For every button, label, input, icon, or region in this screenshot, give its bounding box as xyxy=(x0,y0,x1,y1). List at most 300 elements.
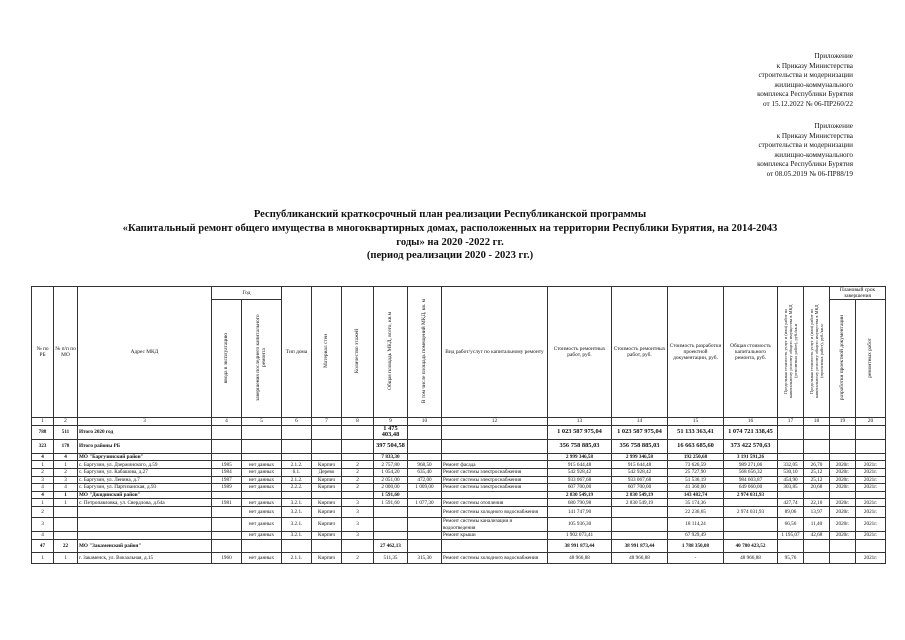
table-cell: 3 191 591,26 xyxy=(724,453,778,461)
table-cell: 2 000,00 xyxy=(374,484,408,492)
appendix-line: к Приказу Министерства xyxy=(776,131,853,140)
column-number: 7 xyxy=(312,418,342,425)
table-cell: 1 902 073,41 xyxy=(548,531,612,539)
table-cell: 18 114,24 xyxy=(668,518,724,531)
table-cell xyxy=(342,491,374,499)
column-number: 20 xyxy=(856,418,886,425)
table-cell: нет данных xyxy=(242,499,282,507)
table-cell: 42,68 xyxy=(804,531,830,539)
table-cell: 373 422 570,63 xyxy=(724,439,778,453)
table-cell: 22 236,65 xyxy=(668,507,724,518)
table-row xyxy=(32,461,886,469)
table-cell: 2021г. xyxy=(856,552,886,563)
table-cell xyxy=(212,453,242,461)
column-number: 12 xyxy=(442,418,548,425)
table-cell xyxy=(242,539,282,552)
table-cell xyxy=(408,531,442,539)
table-cell xyxy=(408,539,442,552)
table-cell: 1981 xyxy=(212,499,242,507)
table-cell: 607 700,00 xyxy=(548,484,612,492)
table-cell xyxy=(78,518,212,531)
table-cell: 2021г. xyxy=(856,484,886,492)
table-cell: 2021г. xyxy=(856,499,886,507)
document-title xyxy=(40,208,860,263)
column-number: 5 xyxy=(242,418,282,425)
table-cell xyxy=(54,518,78,531)
table-cell: 1960 xyxy=(212,552,242,563)
table-cell: 2 974 031,93 xyxy=(724,507,778,518)
table-cell: 11,40 xyxy=(804,518,830,531)
column-number-row xyxy=(32,418,886,425)
table-cell: 38 991 873,44 xyxy=(612,539,668,552)
table-cell: МО "Баргузинский район" xyxy=(78,453,212,461)
table-cell: 141 747,90 xyxy=(548,507,612,518)
table-row xyxy=(32,499,886,507)
table-cell xyxy=(830,539,856,552)
header-cost-works: Стоимость ремонтных работ, руб. xyxy=(612,287,668,418)
table-cell: 1 xyxy=(54,461,78,469)
table-cell xyxy=(282,453,312,461)
header-cost-services: Стоимость ремонтных работ, руб. xyxy=(548,287,612,418)
table-cell: Ремонт системы отопления xyxy=(442,499,548,507)
table-cell: 2 xyxy=(32,507,54,518)
table-cell xyxy=(342,453,374,461)
table-cell: 1 xyxy=(54,552,78,563)
header-residential-area: В том числе площадь помещений МКД, кв. м xyxy=(408,287,442,418)
table-row xyxy=(32,518,886,531)
title-line: (период реализации 2020 - 2023 гг.) xyxy=(366,250,534,262)
table-cell: 192 250,68 xyxy=(668,453,724,461)
table-cell xyxy=(830,453,856,461)
table-cell xyxy=(442,539,548,552)
column-number: 4 xyxy=(212,418,242,425)
table-cell: Кирпич xyxy=(312,507,342,518)
table-cell: 356 758 885,03 xyxy=(612,439,668,453)
table-cell: нет данных xyxy=(242,552,282,563)
table-cell xyxy=(778,439,804,453)
table-cell xyxy=(342,425,374,439)
header-cost-design: Стоимость разработки проектной документации, руб. xyxy=(668,287,724,418)
table-cell xyxy=(374,518,408,531)
table-cell: 1 xyxy=(32,461,54,469)
table-cell xyxy=(242,491,282,499)
table-cell: Кирпич xyxy=(312,518,342,531)
table-cell: 472,00 xyxy=(408,476,442,484)
header-planned: Плановый срок завершения xyxy=(830,287,886,300)
column-number: 6 xyxy=(282,418,312,425)
table-cell: 1 074 721 338,45 xyxy=(724,425,778,439)
table-cell xyxy=(724,518,778,531)
table-cell: 3 xyxy=(342,507,374,518)
table-cell: 1 xyxy=(54,499,78,507)
appendix-line: комплекса Республики Бурятия xyxy=(757,90,853,99)
table-cell: с. Баргузин, ул. Дзержинского, д.59 xyxy=(78,461,212,469)
table-cell: 2 830 549,19 xyxy=(612,499,668,507)
table-cell xyxy=(242,425,282,439)
table-cell: 4 xyxy=(54,453,78,461)
table-cell: 35 174,36 xyxy=(668,499,724,507)
table-cell xyxy=(242,439,282,453)
total-row xyxy=(32,425,886,439)
table-cell: 1985 xyxy=(212,461,242,469)
header-num-mo: № п/п по МО xyxy=(54,287,78,418)
table-cell xyxy=(856,439,886,453)
table-cell: 2020г. xyxy=(830,531,856,539)
table-cell xyxy=(374,531,408,539)
table-cell: 7 833,30 xyxy=(374,453,408,461)
table-cell: 2020г. xyxy=(830,484,856,492)
table-cell: 20,68 xyxy=(804,484,830,492)
total-row xyxy=(32,439,886,453)
table-cell xyxy=(312,453,342,461)
table-cell: 2 xyxy=(342,552,374,563)
table-cell: 649 060,00 xyxy=(724,484,778,492)
table-cell: Кирпич xyxy=(312,484,342,492)
header-year-commission: ввода в эксплуатацию xyxy=(212,300,242,418)
table-cell: 143 482,74 xyxy=(668,491,724,499)
table-cell: 2020г. xyxy=(830,518,856,531)
table-cell: 3 xyxy=(342,499,374,507)
table-cell xyxy=(282,491,312,499)
table-cell: 4 xyxy=(32,453,54,461)
column-number: 16 xyxy=(724,418,778,425)
table-cell xyxy=(724,531,778,539)
table-cell: 989 271,06 xyxy=(724,461,778,469)
table-cell xyxy=(612,507,668,518)
table-cell: с. Петропавловка, ул. Свердлова, д.64а xyxy=(78,499,212,507)
table-cell: 3 xyxy=(54,476,78,484)
header-max-cost-design: Предельная стоимость услуг и (или) работ по капитальному ремонту общего имущества в МКД (проектных работ), руб./кв.м xyxy=(804,287,830,418)
table-cell xyxy=(212,491,242,499)
table-cell xyxy=(212,518,242,531)
column-number: 17 xyxy=(778,418,804,425)
table-cell xyxy=(282,425,312,439)
table-cell: 89,06 xyxy=(778,507,804,518)
table-cell xyxy=(54,531,78,539)
table-cell xyxy=(442,425,548,439)
table-cell: 1 023 587 975,04 xyxy=(612,425,668,439)
table-cell xyxy=(830,552,856,563)
table-cell: нет данных xyxy=(242,507,282,518)
table-cell: 2 974 031,93 xyxy=(724,491,778,499)
table-cell: 915 644,48 xyxy=(548,461,612,469)
table-cell: 2 999 346,58 xyxy=(548,453,612,461)
table-row xyxy=(32,531,886,539)
table-cell: 1989 xyxy=(212,484,242,492)
table-cell: 2 xyxy=(54,468,78,476)
table-cell xyxy=(78,507,212,518)
table-cell: Ремонт системы канализации и водоотведения xyxy=(442,518,548,531)
table-cell xyxy=(856,491,886,499)
table-cell xyxy=(804,552,830,563)
table-cell: 2020г. xyxy=(830,476,856,484)
table-cell xyxy=(804,439,830,453)
appendix-line: от 15.12.2022 № 06-ПР260/22 xyxy=(763,99,853,108)
header-planned-design: разработки проектной документации xyxy=(830,300,856,418)
table-cell: 680 790,98 xyxy=(548,499,612,507)
table-cell: 1 475 403,48 xyxy=(374,425,408,439)
table-cell xyxy=(804,425,830,439)
table-cell: 1 009,00 xyxy=(408,484,442,492)
table-cell xyxy=(212,539,242,552)
table-cell: 2.2.2. xyxy=(282,484,312,492)
table-cell: Ремонт системы электроснабжения xyxy=(442,468,548,476)
table-cell: 4 xyxy=(54,484,78,492)
table-cell: Итого 2020 год xyxy=(78,425,212,439)
municipality-row xyxy=(32,539,886,552)
table-cell: 397 504,58 xyxy=(374,439,408,453)
table-cell: 1984 xyxy=(212,468,242,476)
table-cell: 1 xyxy=(32,499,54,507)
table-cell: с. Баргузин, ул. Кабашова, д.27 xyxy=(78,468,212,476)
table-cell: 2020г. xyxy=(830,499,856,507)
table-cell: 356 758 885,03 xyxy=(548,439,612,453)
table-cell: 4 xyxy=(32,531,54,539)
table-cell: 2021г. xyxy=(856,518,886,531)
table-cell: 454,90 xyxy=(778,476,804,484)
column-number: 3 xyxy=(78,418,212,425)
header-planned-works: ремонтных работ xyxy=(856,300,886,418)
header-max-cost: Предельная стоимость услуг и (или) работ по капитальному ремонту общего имущества в МКД (ремонтных работ), руб./кв.м xyxy=(778,287,804,418)
appendix-line: жилищно-коммунального xyxy=(774,80,853,89)
table-cell: 2.1.2. xyxy=(282,461,312,469)
table-cell: Итого районы РБ xyxy=(78,439,212,453)
table-cell: 303,85 xyxy=(778,484,804,492)
table-row xyxy=(32,552,886,563)
table-cell: 38 991 873,44 xyxy=(548,539,612,552)
column-number: 15 xyxy=(668,418,724,425)
table-cell xyxy=(408,518,442,531)
table-cell xyxy=(778,539,804,552)
table-cell xyxy=(408,507,442,518)
table-cell: 315,30 xyxy=(408,552,442,563)
appendix-line: жилищно-коммунального xyxy=(774,150,853,159)
table-cell xyxy=(408,439,442,453)
header-year-last-repair: завершения последнего капитального ремонта xyxy=(242,300,282,418)
table-cell: 427,74 xyxy=(778,499,804,507)
appendix-line: строительства и модернизации xyxy=(758,71,853,80)
table-cell: 1 xyxy=(32,552,54,563)
table-cell: 66,56 xyxy=(778,518,804,531)
table-cell: Ремонт системы холодного водоснабжения xyxy=(442,552,548,563)
table-cell: 25 727,90 xyxy=(668,468,724,476)
table-cell xyxy=(804,539,830,552)
table-cell: 2 xyxy=(342,461,374,469)
table-cell: Ремонт фасада xyxy=(442,461,548,469)
table-cell: МО "Джидинский район" xyxy=(78,491,212,499)
table-cell: Ремонт системы электроснабжения xyxy=(442,476,548,484)
table-cell: 48 966,88 xyxy=(548,552,612,563)
table-cell: 635,40 xyxy=(408,468,442,476)
table-row xyxy=(32,507,886,518)
table-cell: 1 195,07 xyxy=(778,531,804,539)
table-cell: 51 536,19 xyxy=(668,476,724,484)
table-cell: МО "Закаменский район" xyxy=(78,539,212,552)
table-cell: Дерево xyxy=(312,468,342,476)
table-cell: 511,35 xyxy=(374,552,408,563)
table-cell: Кирпич xyxy=(312,552,342,563)
appendix-note-1 xyxy=(757,52,853,110)
table-cell: Кирпич xyxy=(312,499,342,507)
table-cell: 2 999 346,58 xyxy=(612,453,668,461)
table-cell xyxy=(342,539,374,552)
table-cell xyxy=(612,518,668,531)
title-line: «Капитальный ремонт общего имущества в многоквартирных домах, расположенных на территории Республики Бурятия, на 2014-2043 xyxy=(122,222,778,234)
table-cell: Кирпич xyxy=(312,461,342,469)
table-cell xyxy=(442,453,548,461)
table-cell xyxy=(374,507,408,518)
table-cell: 3 xyxy=(342,531,374,539)
table-cell xyxy=(442,439,548,453)
table-row xyxy=(32,468,886,476)
table-cell: - xyxy=(668,552,724,563)
table-cell: 933 067,68 xyxy=(612,476,668,484)
table-cell xyxy=(408,425,442,439)
table-cell: 2021г. xyxy=(856,476,886,484)
table-cell: 178 xyxy=(54,439,78,453)
table-cell: 3.2.1. xyxy=(282,507,312,518)
header-num-rb: № по РБ xyxy=(32,287,54,418)
table-cell: 16 663 685,60 xyxy=(668,439,724,453)
column-number: 14 xyxy=(612,418,668,425)
table-cell xyxy=(408,453,442,461)
table-cell: Кирпич xyxy=(312,531,342,539)
table-cell: 40 780 423,52 xyxy=(724,539,778,552)
table-cell: 27 462,13 xyxy=(374,539,408,552)
table-cell: 984 603,87 xyxy=(724,476,778,484)
table-cell: 1987 xyxy=(212,476,242,484)
header-address: Адрес МКД xyxy=(78,287,212,418)
table-cell: 3.2.1. xyxy=(282,518,312,531)
table-cell xyxy=(312,439,342,453)
table-cell: 47 xyxy=(32,539,54,552)
appendix-note-2 xyxy=(757,122,853,180)
table-cell: 2020г. xyxy=(830,468,856,476)
table-cell: 105 936,30 xyxy=(548,518,612,531)
table-cell: 22 xyxy=(54,539,78,552)
municipality-row xyxy=(32,491,886,499)
table-cell: 968,50 xyxy=(408,461,442,469)
table-cell xyxy=(804,491,830,499)
title-line: годы» на 2020 -2022 гг. xyxy=(396,236,504,248)
table-cell: 568 656,32 xyxy=(724,468,778,476)
table-cell: 3 xyxy=(342,518,374,531)
table-cell: 915 644,48 xyxy=(612,461,668,469)
table-cell: 51 133 363,41 xyxy=(668,425,724,439)
table-cell: 2 xyxy=(342,468,374,476)
column-number: 1 xyxy=(32,418,54,425)
table-cell: 2 830 549,19 xyxy=(612,491,668,499)
header-wall-material: Материал стен xyxy=(312,287,342,418)
table-cell: нет данных xyxy=(242,461,282,469)
table-cell: 26,70 xyxy=(804,461,830,469)
table-cell: 607 700,00 xyxy=(612,484,668,492)
column-number: 2 xyxy=(54,418,78,425)
appendix-line: комплекса Республики Бурятия xyxy=(757,160,853,169)
table-cell xyxy=(342,439,374,453)
table-cell: 41 360,00 xyxy=(668,484,724,492)
plan-table xyxy=(31,286,886,564)
table-header xyxy=(32,287,886,418)
table-cell: 2 051,00 xyxy=(374,476,408,484)
header-work-type: Вид работ/услуг по капитальному ремонту xyxy=(442,287,548,418)
header-total-area: Общая площадь МКД, всего, кв.м xyxy=(374,287,408,418)
table-cell: 22,10 xyxy=(804,499,830,507)
column-number: 9 xyxy=(374,418,408,425)
table-cell: 73 626,59 xyxy=(668,461,724,469)
table-cell xyxy=(442,491,548,499)
table-cell xyxy=(242,453,282,461)
table-cell: 2021г. xyxy=(856,507,886,518)
table-cell: 530,10 xyxy=(778,468,804,476)
table-cell: нет данных xyxy=(242,484,282,492)
table-cell xyxy=(282,539,312,552)
table-cell: 13,97 xyxy=(804,507,830,518)
table-cell xyxy=(830,425,856,439)
column-number: 10 xyxy=(408,418,442,425)
table-cell: нет данных xyxy=(242,476,282,484)
table-cell: 2021г. xyxy=(856,461,886,469)
table-cell: 1 054,20 xyxy=(374,468,408,476)
appendix-line: строительства и модернизации xyxy=(758,141,853,150)
table-cell xyxy=(212,531,242,539)
table-cell: 4 xyxy=(32,484,54,492)
header-year: Год xyxy=(212,287,282,300)
table-cell xyxy=(804,453,830,461)
table-cell: 2 757,80 xyxy=(374,461,408,469)
table-cell: 542 928,42 xyxy=(548,468,612,476)
table-cell: 2.1.1. xyxy=(282,552,312,563)
table-cell: 332,05 xyxy=(778,461,804,469)
table-cell xyxy=(856,425,886,439)
table-cell xyxy=(282,439,312,453)
table-cell: 3 xyxy=(32,476,54,484)
table-cell: 2.1.2. xyxy=(282,476,312,484)
table-cell: Ремонт крыши xyxy=(442,531,548,539)
table-cell: 48 966,88 xyxy=(724,552,778,563)
table-cell: 1 xyxy=(54,491,78,499)
table-cell: 511 xyxy=(54,425,78,439)
table-cell: 6.1. xyxy=(282,468,312,476)
column-number: 18 xyxy=(804,418,830,425)
header-house-type: Тип дома xyxy=(282,287,312,418)
table-cell xyxy=(312,539,342,552)
column-number: 8 xyxy=(342,418,374,425)
table-body xyxy=(32,425,886,563)
table-cell: 788 xyxy=(32,425,54,439)
table-cell: 25,12 xyxy=(804,468,830,476)
table-cell: 2 xyxy=(342,476,374,484)
table-row xyxy=(32,476,886,484)
table-cell xyxy=(778,491,804,499)
header-floors: Количество этажей xyxy=(342,287,374,418)
table-cell xyxy=(212,507,242,518)
column-number: 13 xyxy=(548,418,612,425)
table-cell: 1 077,30 xyxy=(408,499,442,507)
appendix-line: к Приказу Министерства xyxy=(776,61,853,70)
table-cell: Ремонт системы электроснабжения xyxy=(442,484,548,492)
table-cell: с. Баргузин, ул. Ленина, д.7 xyxy=(78,476,212,484)
table-cell: 933 067,68 xyxy=(548,476,612,484)
table-row xyxy=(32,484,886,492)
table-cell: 323 xyxy=(32,439,54,453)
table-cell: 3.2.1. xyxy=(282,499,312,507)
table-cell xyxy=(212,425,242,439)
table-cell: 2 xyxy=(342,484,374,492)
table-cell: 95,76 xyxy=(778,552,804,563)
table-cell: с. Баргузин, ул. Партизанская, д.93 xyxy=(78,484,212,492)
table-cell xyxy=(856,539,886,552)
